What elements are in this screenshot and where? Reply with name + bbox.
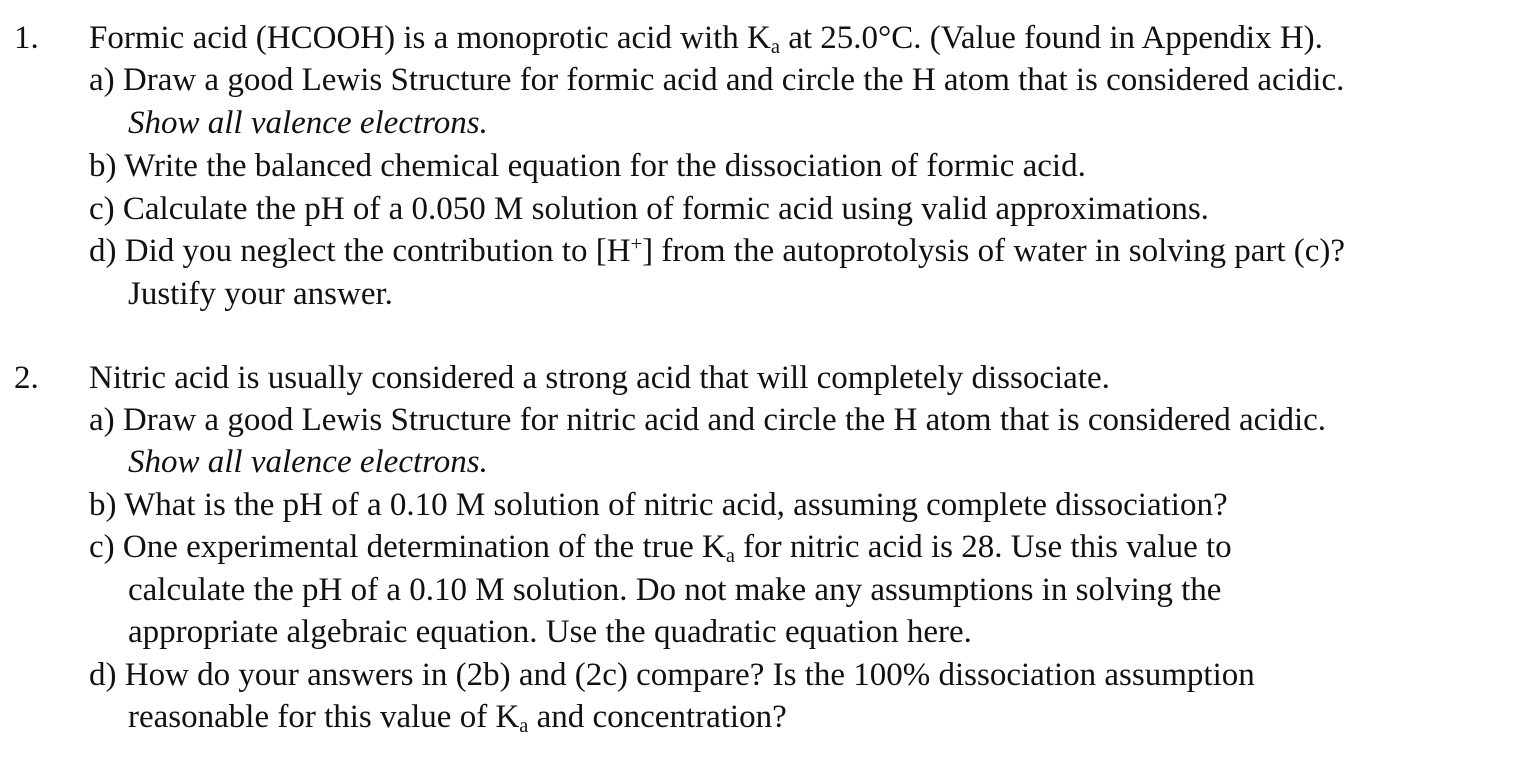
q2-part-b: b) What is the pH of a 0.10 M solution of nitric acid, assuming complete dissociation? (89, 487, 1228, 523)
q2-part-c-cont2: appropriate algebraic equation. Use the quadratic equation here. (128, 614, 972, 650)
q1-part-a-note: Show all valence electrons. (128, 105, 488, 141)
q2-part-a: a) Draw a good Lewis Structure for nitric acid and circle the H atom that is considered acidic. (89, 402, 1327, 438)
q2-part-c-cont1: calculate the pH of a 0.10 M solution. Do not make any assumptions in solving the (128, 572, 1222, 608)
q2-part-d-cont: reasonable for this value of $K_a$ and concentration? (128, 699, 787, 738)
q2-part-c: c) One experimental determination of the true $K_a$ for nitric acid is 28. Use this value to (89, 529, 1232, 568)
q2-number: 2. (14, 360, 39, 396)
q1-part-a: a) Draw a good Lewis Structure for formic acid and circle the H atom that is considered acidic. (89, 62, 1345, 98)
q2-part-a-note: Show all valence electrons. (128, 444, 488, 480)
q1-part-b: b) Write the balanced chemical equation for the dissociation of formic acid. (89, 148, 1086, 184)
q1-stem: Formic acid (HCOOH) is a monoprotic acid with $K_a$ at 25.0°C. (Value found in Appendix H). (89, 20, 1323, 59)
q1-part-c: c) Calculate the pH of a 0.050 M solution of formic acid using valid approximations. (89, 191, 1209, 227)
q1-number: 1. (14, 20, 39, 56)
q1-part-d: d) Did you neglect the contribution to [H+] from the autoprotolysis of water in solving part (c)? (89, 232, 1346, 269)
q2-part-d: d) How do your answers in (2b) and (2c) compare? Is the 100% dissociation assumption (89, 657, 1255, 693)
q1-part-d-cont: Justify your answer. (128, 276, 393, 312)
q2-stem: Nitric acid is usually considered a strong acid that will completely dissociate. (89, 360, 1110, 396)
